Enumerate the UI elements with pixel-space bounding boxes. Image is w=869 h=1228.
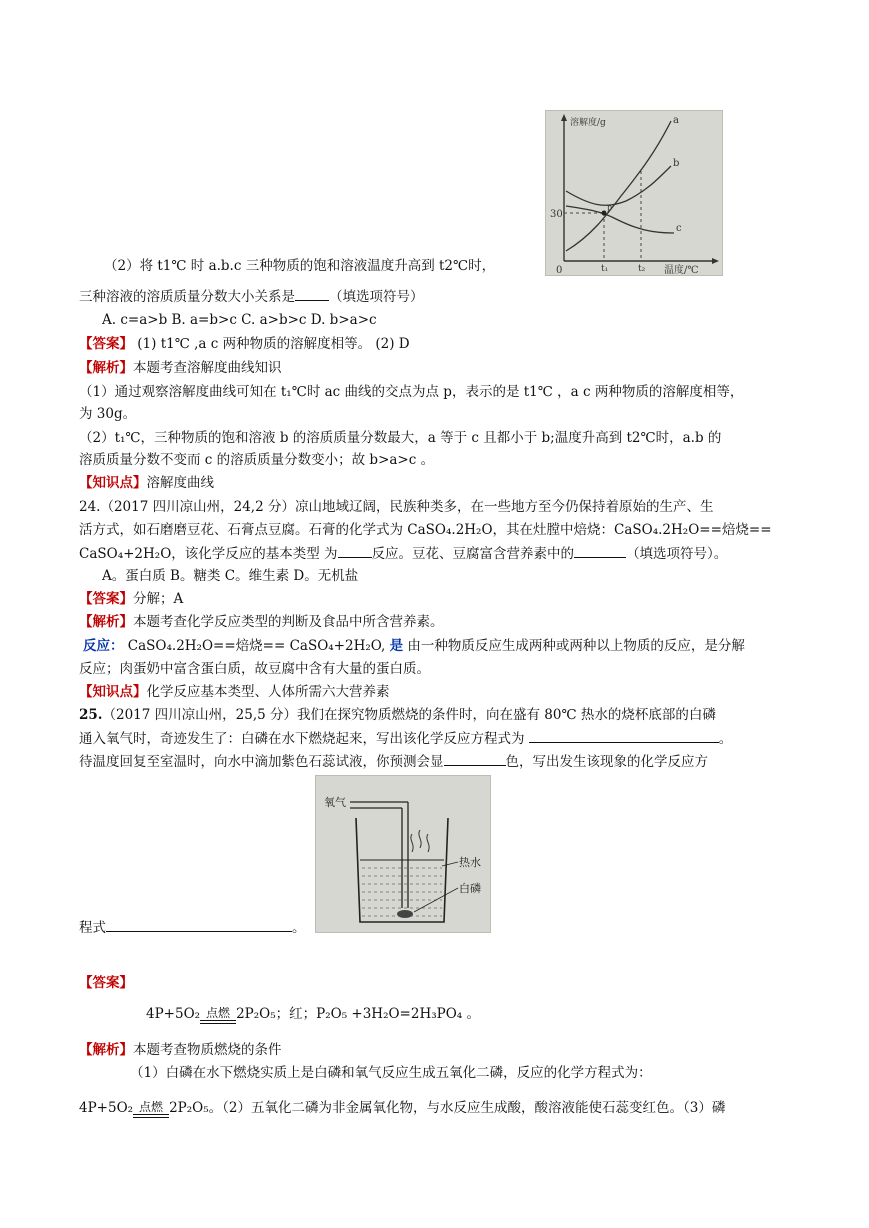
answer-tag: 【答案】 bbox=[79, 336, 133, 352]
q23-analysis-p2: （2）t₁℃，三种物质的饱和溶液 b 的溶质质量分数最大，a 等于 c 且都小于 b;温度升高到 t2℃时，a.b 的 bbox=[79, 430, 722, 446]
q25-line4 bbox=[79, 917, 306, 938]
condition-text: 点燃 bbox=[139, 1100, 164, 1114]
q25-text: 色，写出发生该现象的化学反应方 bbox=[505, 754, 708, 770]
q23-analysis-p2b: 溶质质量分数不变而 c 的溶质质量分数变小；故 b>a>c 。 bbox=[79, 452, 435, 468]
equation-tail: ；红；P₂O₅ +3H₂O=2H₃PO₄ 。 bbox=[275, 1006, 480, 1022]
q23-analysis-p1b: 为 30g。 bbox=[79, 406, 137, 422]
answer-blank bbox=[529, 728, 719, 743]
q23-analysis-p1: （1）通过观察溶解度曲线可知在 t₁℃时 ac 曲线的交点为点 p，表示的是 t1℃ ，a c 两种物质的溶解度相等， bbox=[79, 384, 744, 400]
curve-a-label: a bbox=[673, 115, 679, 126]
equation-right: 2P₂O₅ bbox=[169, 1100, 209, 1116]
q25-line2 bbox=[79, 728, 732, 749]
condition-text: 点燃 bbox=[206, 1006, 231, 1020]
q25-text: （2017 四川凉山州，25,5 分）我们在探究物质燃烧的条件时，向在盛有 80℃ 热水的烧杯底部的白磷 bbox=[102, 707, 716, 723]
answer-blank bbox=[338, 543, 372, 558]
curve-c bbox=[566, 206, 674, 233]
q24-reaction bbox=[83, 636, 745, 656]
q25-line1 bbox=[79, 705, 716, 725]
answer-tag: 【答案】 bbox=[79, 975, 133, 991]
white-phosphorus-label: 白磷 bbox=[459, 882, 481, 895]
q25-text: 程式 bbox=[79, 920, 106, 936]
q24-text-b: 反应。豆花、豆腐富含营养素中的 bbox=[371, 546, 575, 562]
analysis-tag: 【解析】 bbox=[79, 360, 133, 376]
y-tick-30: 30 bbox=[550, 209, 563, 220]
curve-c-label: c bbox=[676, 223, 682, 234]
analysis-text: 本题考查溶解度曲线知识 bbox=[133, 360, 282, 376]
q24-text-a: CaSO₄+2H₂O，该化学反应的基本类型 为 bbox=[79, 546, 338, 562]
beaker-diagram bbox=[316, 776, 490, 932]
q24-line1: 24.（2017 四川凉山州，24,2 分）凉山地域辽阔，民族种类多，在一些地方至今仍保持着原始的生产、生 bbox=[79, 499, 714, 515]
q23-analysis bbox=[79, 358, 282, 378]
question-number: 25. bbox=[79, 707, 103, 723]
x-tick-t2: t₂ bbox=[638, 264, 646, 274]
q25-line3 bbox=[79, 751, 708, 772]
reaction-condition bbox=[133, 1101, 169, 1118]
knowledge-tag: 【知识点】 bbox=[79, 684, 147, 700]
hot-water-label: 热水 bbox=[459, 856, 481, 869]
equation-right: 2P₂O₅ bbox=[236, 1006, 276, 1022]
q24-text-c: （填选项符号）。 bbox=[626, 546, 728, 562]
beaker-image bbox=[315, 775, 491, 933]
q25-answer-tag bbox=[79, 973, 133, 993]
q24-knowledge-point bbox=[79, 682, 390, 702]
q23-part2-text: 三种溶液的溶质质量分数大小关系是 bbox=[79, 289, 295, 305]
intersection-point bbox=[602, 211, 607, 216]
point-p-label: p bbox=[607, 203, 613, 212]
curve-b-label: b bbox=[673, 158, 680, 169]
analysis-text: 本题考查化学反应类型的判断及食品中所含营养素。 bbox=[133, 614, 444, 630]
q24-line3 bbox=[79, 543, 727, 564]
solubility-graph-image bbox=[545, 110, 723, 276]
answer-tag: 【答案】 bbox=[79, 591, 133, 607]
q25-analysis bbox=[79, 1040, 282, 1060]
q23-knowledge-point bbox=[79, 473, 214, 493]
reaction-text: CaSO₄.2H₂O==焙烧== CaSO₄+2H₂O, bbox=[123, 638, 390, 654]
q25-analysis-a1: （1）白磷在水下燃烧实质上是白磷和氧气反应生成五氧化二磷，反应的化学方程式为： bbox=[130, 1065, 652, 1081]
q23-part2-line1: （2）将 t1℃ 时 a.b.c 三种物质的饱和溶液温度升高到 t2℃时， bbox=[104, 258, 496, 274]
knowledge-text: 溶解度曲线 bbox=[146, 475, 214, 491]
knowledge-text: 化学反应基本类型、人体所需六大营养素 bbox=[146, 684, 390, 700]
equation-left: 4P+5O₂ bbox=[146, 1006, 201, 1022]
answer-text: 分解；A bbox=[133, 591, 184, 607]
x-axis-label: 温度/℃ bbox=[664, 265, 699, 275]
q25-text: 待温度回复至室温时，向水中滴加紫色石蕊试液，你预测会显 bbox=[79, 754, 444, 770]
y-axis-label: 溶解度/g bbox=[570, 118, 606, 128]
origin-label: 0 bbox=[556, 265, 563, 275]
analysis-tag: 【解析】 bbox=[79, 1042, 133, 1058]
answer-blank bbox=[295, 286, 329, 301]
answer-text: (1) t1℃ ,a c 两种物质的溶解度相等。 (2) D bbox=[133, 336, 410, 352]
analysis-text: 本题考查物质燃烧的条件 bbox=[133, 1042, 282, 1058]
q23-part2-hint: （填选项符号） bbox=[329, 289, 424, 305]
q24-line2: 活方式，如石磨磨豆花、石膏点豆腐。石膏的化学式为 CaSO₄.2H₂O，其在灶膛中焙烧：CaSO₄.2H₂O==焙烧== bbox=[79, 522, 772, 538]
q23-options: A. c=a>b B. a=b>c C. a>b>c D. b>a>c bbox=[102, 312, 377, 328]
analysis-tag: 【解析】 bbox=[79, 614, 133, 630]
q23-answer bbox=[79, 334, 410, 354]
q25-analysis-a2 bbox=[79, 1098, 725, 1118]
knowledge-tag: 【知识点】 bbox=[79, 475, 147, 491]
reaction-rest: 由一种物质反应生成两种或两种以上物质的反应，是分解 bbox=[403, 638, 745, 654]
white-phosphorus bbox=[397, 910, 413, 918]
answer-blank bbox=[106, 917, 292, 932]
reaction-condition bbox=[200, 1007, 236, 1024]
answer-blank bbox=[574, 543, 626, 558]
q24-answer bbox=[79, 589, 183, 609]
q24-options: A。蛋白质 B。糖类 C。维生素 D。无机盐 bbox=[102, 568, 359, 584]
q25-text: 通入氧气时，奇迹发生了：白磷在水下燃烧起来，写出该化学反应方程式为 bbox=[79, 731, 529, 747]
q25-answer-equation bbox=[146, 1004, 480, 1024]
q24-reaction-line2: 反应；肉蛋奶中富含蛋白质，故豆腐中含有大量的蛋白质。 bbox=[79, 661, 430, 677]
equation-left: 4P+5O₂ bbox=[79, 1100, 134, 1116]
solubility-graph bbox=[546, 111, 722, 275]
answer-blank bbox=[444, 751, 506, 766]
q25-text: 。 bbox=[718, 731, 733, 747]
oxygen-label: 氧气 bbox=[324, 796, 346, 809]
x-tick-t1: t₁ bbox=[601, 264, 609, 274]
q23-part2-line2 bbox=[79, 286, 424, 307]
is-tag: 是 bbox=[389, 638, 404, 654]
q25-text: 。 bbox=[292, 920, 306, 936]
reaction-tag: 反应： bbox=[83, 638, 124, 654]
q24-analysis bbox=[79, 612, 444, 632]
analysis-tail: 。（2）五氧化二磷为非金属氧化物，与水反应生成酸，酸溶液能使石蕊变红色。（3）磷 bbox=[208, 1100, 726, 1116]
